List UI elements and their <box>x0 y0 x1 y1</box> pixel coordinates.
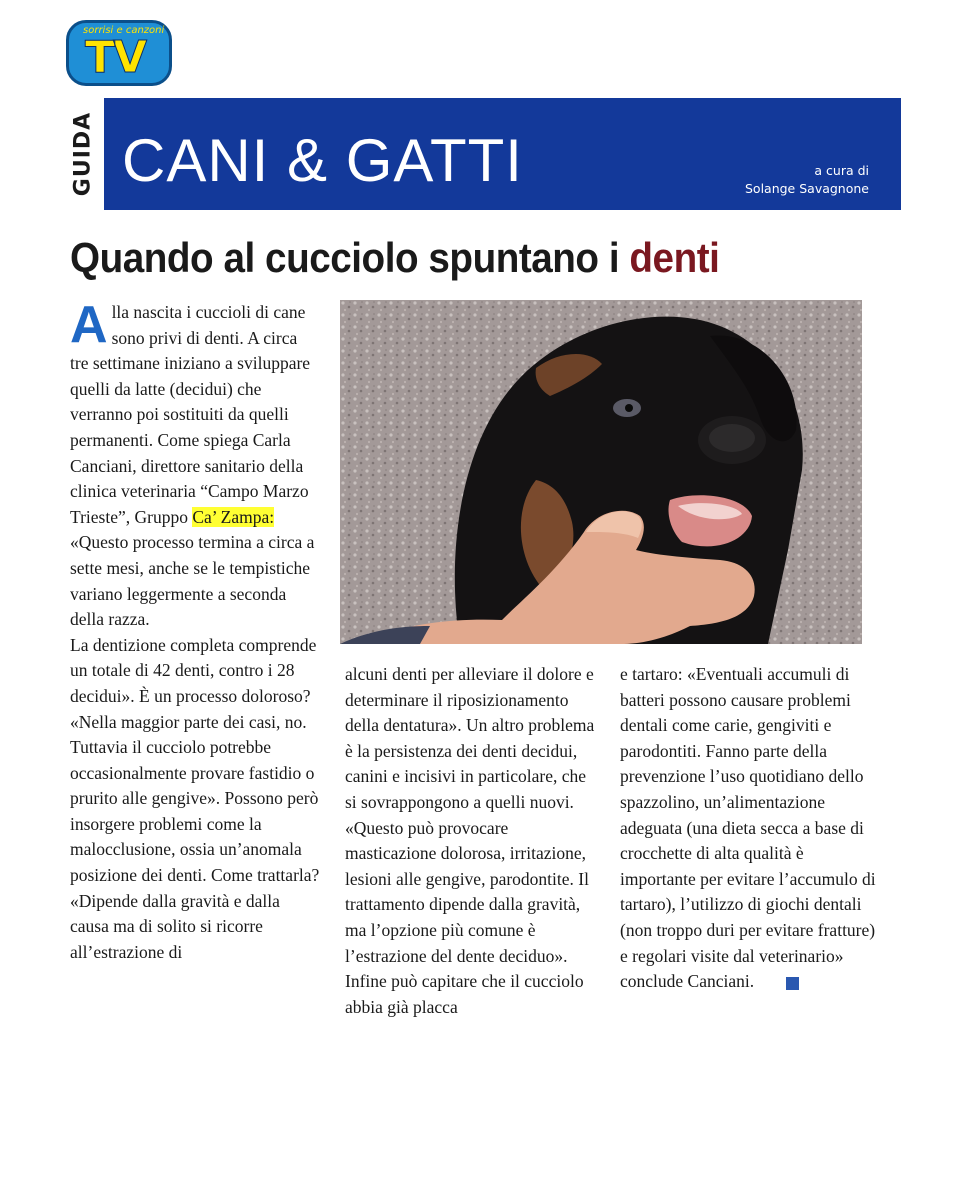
text: lla nascita i cuccioli di cane sono privi di denti. A circa tre settimane iniziano a sviluppare quelli da latte (decidui) che verranno poi sostituiti da quelli permanenti. Come spiega Carla Canciani, direttore sanitario della clinica veterinaria “Campo Marzo Trieste”, Gruppo <box>70 302 311 527</box>
logo-tv-text: TV <box>85 32 146 83</box>
text: «Questo processo termina a circa a sette mesi, anche se le tempistiche variano leggermente a seconda della razza. <box>70 532 315 630</box>
paragraph: Infine può capitare che il cucciolo abbia già placca <box>345 971 584 1017</box>
puppy-photo <box>340 300 862 644</box>
credit-line-1: a cura di <box>814 163 869 178</box>
tv-logo <box>66 20 172 86</box>
credit-author: Solange Savagnone <box>744 181 869 196</box>
section-banner <box>104 98 901 210</box>
end-square-icon <box>786 977 799 990</box>
drop-cap: A <box>70 296 108 354</box>
highlighted-text: Ca’ Zampa: <box>192 506 275 527</box>
headline-main: Quando al cucciolo spuntano i <box>70 234 620 281</box>
section-title: CANI & GATTI <box>122 127 523 194</box>
author-credit <box>745 162 869 198</box>
section-label: GUIDA <box>70 111 96 197</box>
article-column-1 <box>70 296 320 965</box>
article-column-2 <box>345 662 595 1020</box>
paragraph: e tartaro: «Eventuali accumuli di batteri possono causare problemi dentali come carie, gengiviti e parodontiti. Fanno parte della prevenzione l’uso quotidiano dello spazzolino, un’alimentazione adeguata (una dieta secca a base di crocchette di alta qualità è importante per evitare l’accumulo di tartaro), l’utilizzo di giochi dentali (non troppo duri per evitare fratture) e regolari visite dal veterinario» conclude Canciani. <box>620 664 876 992</box>
paragraph: La dentizione completa comprende un totale di 42 denti, contro i 28 decidui». È un processo doloroso? «Nella maggior parte dei casi, no. Tuttavia il cucciolo potrebbe occasionalmente provare fastidio o prurito alle gengive». Possono però insorgere problemi come la malocclusione, ossia un’anomala posizione dei denti. Come trattarla? «Dipende dalla gravità e dalla causa ma di solito si ricorre all’estrazione di <box>70 634 320 962</box>
paragraph <box>70 296 320 633</box>
puppy-illustration <box>340 300 862 644</box>
article-column-3 <box>620 662 880 995</box>
headline-accent: denti <box>629 234 720 281</box>
logo-brand-text: sorrisi e canzoni <box>83 25 165 36</box>
article-headline <box>70 230 834 286</box>
paragraph: alcuni denti per alleviare il dolore e determinare il riposizionamento della dentatura». Un altro problema è la persistenza dei denti decidui, canini e incisivi in particolare, che si sovrappongono a quelli nuovi. «Questo può provocare masticazione dolorosa, irritazione, lesioni alle gengive, parodontite. Il trattamento dipende dalla gravità, ma l’opzione più comune è l’estrazione del dente deciduo». <box>345 664 595 966</box>
section-label-vertical <box>66 98 100 210</box>
